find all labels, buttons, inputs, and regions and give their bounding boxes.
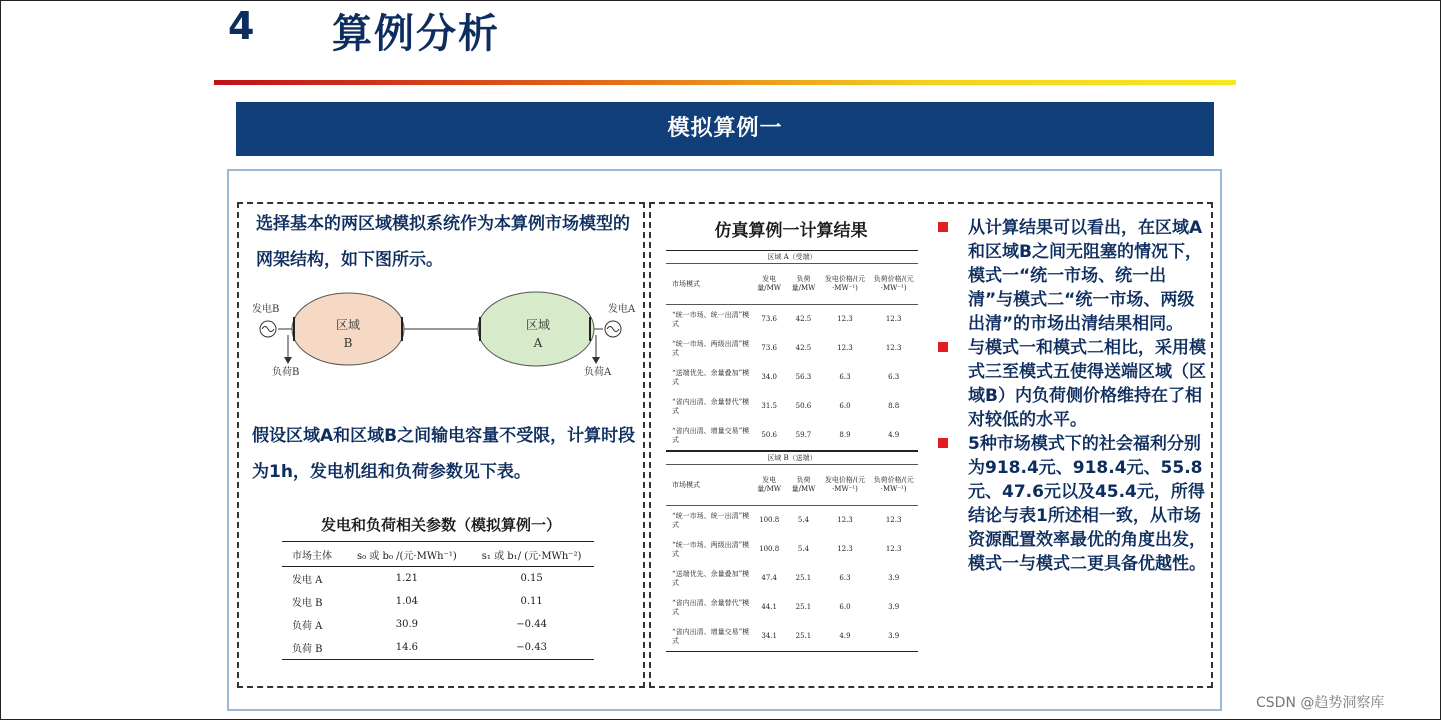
results-cell: “统一市场、两级出清”模式 xyxy=(672,540,750,558)
bullet-item xyxy=(936,336,1211,432)
results-cell: “送端优先、余量叠加”模式 xyxy=(672,368,750,386)
results-cell: 100.8 xyxy=(759,516,780,524)
red-square-bullet-icon xyxy=(938,222,948,232)
param-table-title: 发电和负荷相关参数（模拟算例一） xyxy=(320,516,561,534)
region-b-caption: 区域 B（送端） xyxy=(666,452,918,465)
results-cell: “统一市场、统一出清”模式 xyxy=(672,310,750,328)
source-watermark: CSDN @趋势洞察库 xyxy=(1256,695,1385,711)
results-cell: 34.0 xyxy=(761,373,777,381)
region-a-label: 区域 xyxy=(525,318,551,332)
results-cell: 4.9 xyxy=(821,622,870,652)
param-header: s₀ 或 b₀ /(元·MWh⁻¹) xyxy=(345,542,470,567)
table-row xyxy=(666,305,918,335)
load-a-arrow-icon xyxy=(592,357,600,364)
table-row xyxy=(282,590,594,613)
results-header: 发电价格/(元·MW⁻¹) xyxy=(821,264,870,305)
results-cell: 12.3 xyxy=(885,545,902,553)
param-cell: 14.6 xyxy=(345,636,470,660)
param-cell: 1.21 xyxy=(395,573,419,584)
results-cell: 42.5 xyxy=(795,315,812,323)
region-a-caption: 区域 A（受端） xyxy=(666,251,918,264)
table-row xyxy=(666,421,918,451)
results-cell: 12.3 xyxy=(885,344,902,352)
gen-a-label: 发电A xyxy=(608,304,636,315)
param-header: s₁ 或 b₁/ (元·MWh⁻²) xyxy=(469,542,594,567)
results-cell: 5.4 xyxy=(797,545,810,553)
region-a-results-table xyxy=(666,250,918,451)
table-row xyxy=(666,334,918,363)
results-header: 发电价格/(元·MW⁻¹) xyxy=(821,465,870,506)
param-header: 市场主体 xyxy=(282,542,345,567)
param-cell: 0.11 xyxy=(520,596,543,607)
region-b-label: 区域 xyxy=(335,318,361,332)
results-cell: 47.4 xyxy=(761,574,777,582)
results-cell: 73.6 xyxy=(761,344,777,352)
case-banner: 模拟算例一 xyxy=(236,102,1214,156)
red-square-bullet-icon xyxy=(938,438,948,448)
region-b-letter: B xyxy=(343,336,353,350)
param-cell: 发电 A xyxy=(292,575,323,586)
results-header: 负荷价格/(元·MW⁻¹) xyxy=(869,264,918,305)
results-cell: 3.9 xyxy=(888,603,900,611)
results-header: 发电量/MW xyxy=(752,264,786,305)
region-a-letter: A xyxy=(533,336,543,350)
results-cell: “省内出清、余量替代”模式 xyxy=(672,598,750,616)
results-cell: 8.9 xyxy=(821,421,870,451)
results-cell: 42.5 xyxy=(795,344,812,352)
section-number: 4 xyxy=(228,4,255,48)
load-b-arrow-icon xyxy=(284,357,292,364)
results-header: 市场模式 xyxy=(666,264,752,305)
title-divider xyxy=(214,80,1236,85)
table-row xyxy=(666,535,918,564)
results-cell: 6.3 xyxy=(839,373,851,381)
results-cell: 6.3 xyxy=(888,373,900,381)
table-row xyxy=(282,567,594,591)
results-cell: 6.3 xyxy=(839,574,851,582)
table-row xyxy=(666,506,918,536)
results-header: 负荷量/MW xyxy=(786,465,820,506)
load-b-label: 负荷B xyxy=(272,367,300,378)
section-title: 算例分析 xyxy=(332,11,500,57)
table-row xyxy=(666,564,918,593)
bullet-text: 与模式一和模式二相比，采用模式三至模式五使得送端区域（区域B）内负荷侧价格维持在了相对较低的水平。 xyxy=(968,338,1206,430)
param-cell: 0.15 xyxy=(520,573,543,584)
param-cell: −0.44 xyxy=(516,619,547,630)
bullet-text: 从计算结果可以看出，在区域A和区域B之间无阻塞的情况下，模式一“统一市场、统一出清”与模式二“统一市场、两级出清”的市场出清结果相同。 xyxy=(968,218,1203,334)
load-a-label: 负荷A xyxy=(584,367,612,378)
results-cell: 73.6 xyxy=(761,315,777,323)
table-row xyxy=(282,613,594,636)
results-cell: 12.3 xyxy=(837,545,853,553)
param-cell: 1.04 xyxy=(395,596,419,607)
results-cell: “统一市场、两级出清”模式 xyxy=(672,339,750,357)
param-table xyxy=(282,541,594,660)
table-row xyxy=(666,593,918,622)
results-cell: 50.6 xyxy=(795,402,812,410)
table-row xyxy=(666,622,918,652)
param-cell: 30.9 xyxy=(395,619,419,630)
conclusion-bullets xyxy=(936,216,1211,576)
results-cell: 5.4 xyxy=(797,516,810,524)
results-cell: “送端优先、余量叠加”模式 xyxy=(672,569,750,587)
red-square-bullet-icon xyxy=(938,342,948,352)
param-cell: 负荷 A xyxy=(292,621,323,632)
bullet-text: 5种市场模式下的社会福利分别为918.4元、918.4元、55.8元、47.6元以及45.4元，所得结论与表1所述相一致，从市场资源配置效率最优的角度出发，模式一与模式二更具备优越性。 xyxy=(968,434,1206,574)
gen-b-label: 发电B xyxy=(252,304,280,315)
results-cell: 25.1 xyxy=(786,622,820,652)
bullet-item xyxy=(936,432,1211,576)
table-row xyxy=(282,636,594,660)
table-row xyxy=(666,363,918,392)
results-cell: “省内出清、余量替代”模式 xyxy=(672,397,750,415)
results-cell: 34.1 xyxy=(752,622,786,652)
results-cell: “省内出清、增量交易”模式 xyxy=(666,622,752,652)
results-cell: 12.3 xyxy=(885,516,902,524)
bullet-item xyxy=(936,216,1211,336)
results-cell: 25.1 xyxy=(795,574,812,582)
results-cell: 12.3 xyxy=(837,516,853,524)
results-cell: 100.8 xyxy=(759,545,780,553)
results-cell: 44.1 xyxy=(761,603,777,611)
results-cell: 12.3 xyxy=(885,315,902,323)
results-cell: 59.7 xyxy=(786,421,820,451)
results-cell: 12.3 xyxy=(837,344,853,352)
param-cell: 负荷 B xyxy=(282,636,345,660)
results-cell: 50.6 xyxy=(752,421,786,451)
results-cell: “省内出清、增量交易”模式 xyxy=(666,421,752,451)
results-cell: 4.9 xyxy=(869,421,918,451)
param-cell: −0.43 xyxy=(469,636,594,660)
results-header: 负荷价格/(元·MW⁻¹) xyxy=(869,465,918,506)
results-cell: “统一市场、统一出清”模式 xyxy=(672,511,750,529)
results-cell: 31.5 xyxy=(761,402,777,410)
region-b-results-table xyxy=(666,451,918,652)
results-cell: 3.9 xyxy=(869,622,918,652)
results-title: 仿真算例一计算结果 xyxy=(714,221,868,241)
assumption-paragraph: 假设区域A和区域B之间输电容量不受限，计算时段为1h，发电机组和负荷参数见下表。 xyxy=(252,426,636,482)
results-cell: 6.0 xyxy=(839,402,851,410)
results-cell: 25.1 xyxy=(795,603,812,611)
results-cell: 56.3 xyxy=(795,373,812,381)
param-cell: 发电 B xyxy=(292,598,323,609)
table-row xyxy=(666,392,918,421)
results-cell: 3.9 xyxy=(888,574,900,582)
results-cell: 12.3 xyxy=(837,315,853,323)
results-header: 负荷量/MW xyxy=(786,264,820,305)
results-cell: 8.8 xyxy=(888,402,900,410)
results-header: 市场模式 xyxy=(666,465,752,506)
intro-paragraph: 选择基本的两区域模拟系统作为本算例市场模型的网架结构，如下图所示。 xyxy=(256,214,630,270)
two-region-diagram xyxy=(248,285,638,385)
results-cell: 6.0 xyxy=(839,603,851,611)
results-header: 发电量/MW xyxy=(752,465,786,506)
